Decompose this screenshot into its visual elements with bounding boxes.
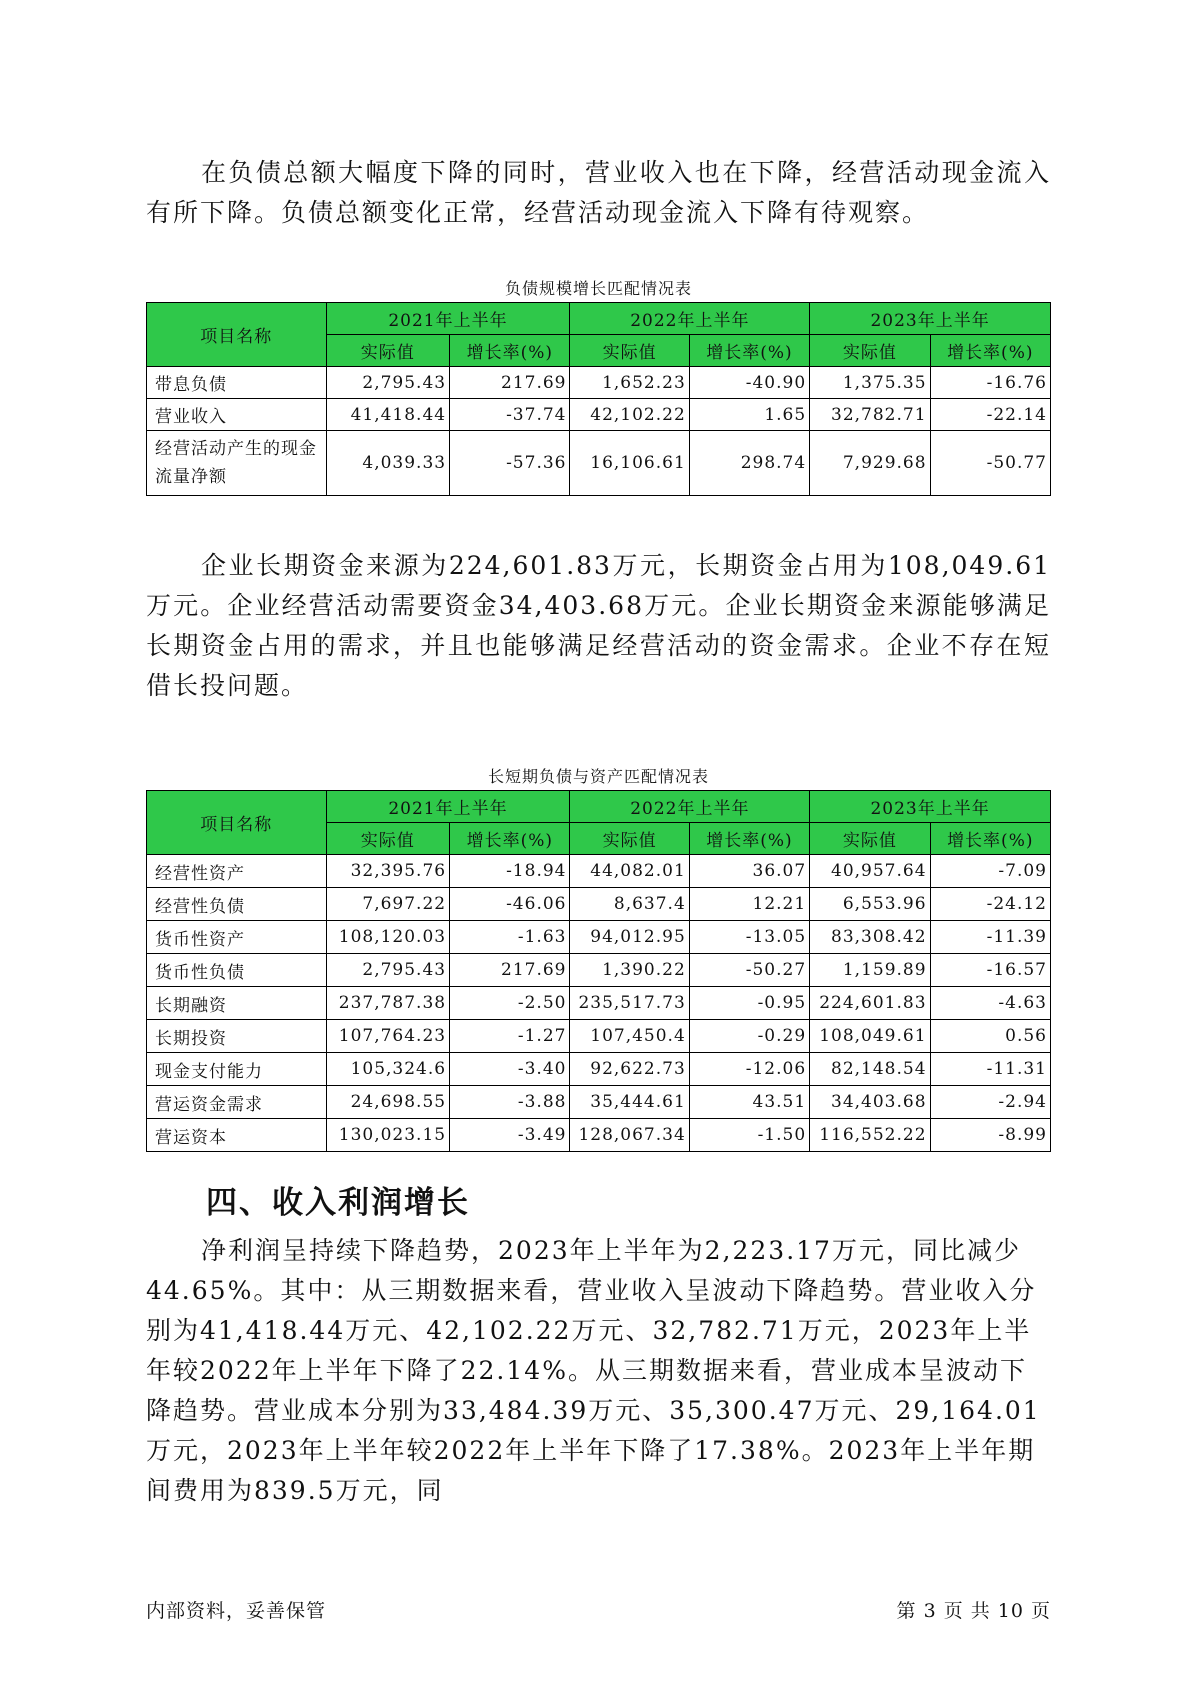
cell: 83,308.42 bbox=[810, 921, 930, 954]
cell: 128,067.34 bbox=[570, 1119, 689, 1152]
table-row bbox=[147, 855, 1051, 888]
row-name: 货币性负债 bbox=[147, 954, 327, 987]
table-row bbox=[147, 1053, 1051, 1086]
header-growth: 增长率(%) bbox=[689, 335, 809, 367]
header-period-2022: 2022年上半年 bbox=[570, 791, 810, 823]
cell: -46.06 bbox=[450, 888, 570, 921]
table1-caption: 负债规模增长匹配情况表 bbox=[504, 279, 692, 298]
cell: 0.56 bbox=[930, 1020, 1050, 1053]
cell: 107,450.4 bbox=[570, 1020, 689, 1053]
cell: 6,553.96 bbox=[810, 888, 930, 921]
row-name: 经营性负债 bbox=[147, 888, 327, 921]
cell: 235,517.73 bbox=[570, 987, 689, 1020]
table-row bbox=[147, 1086, 1051, 1119]
section-heading: 四、收入利润增长 bbox=[206, 1185, 470, 1221]
header-actual: 实际值 bbox=[810, 335, 930, 367]
cell: -3.88 bbox=[450, 1086, 570, 1119]
header-actual: 实际值 bbox=[810, 823, 930, 855]
row-name: 经营活动产生的现金流量净额 bbox=[147, 431, 327, 496]
table-header-row bbox=[147, 303, 1051, 335]
header-actual: 实际值 bbox=[326, 823, 450, 855]
table-row bbox=[147, 367, 1051, 399]
cell: 130,023.15 bbox=[326, 1119, 450, 1152]
header-actual: 实际值 bbox=[570, 823, 689, 855]
cell: 8,637.4 bbox=[570, 888, 689, 921]
header-period-2022: 2022年上半年 bbox=[570, 303, 810, 335]
cell: 237,787.38 bbox=[326, 987, 450, 1020]
cell: 32,395.76 bbox=[326, 855, 450, 888]
cell: 44,082.01 bbox=[570, 855, 689, 888]
cell: -8.99 bbox=[930, 1119, 1050, 1152]
cell: -11.31 bbox=[930, 1053, 1050, 1086]
cell: 92,622.73 bbox=[570, 1053, 689, 1086]
cell: 35,444.61 bbox=[570, 1086, 689, 1119]
table-row bbox=[147, 1119, 1051, 1152]
table-row bbox=[147, 987, 1051, 1020]
cell: 2,795.43 bbox=[326, 954, 450, 987]
footer-page-number: 第 3 页 共 10 页 bbox=[896, 1600, 1051, 1622]
paragraph-long-term-funds: 企业长期资金来源为224,601.83万元，长期资金占用为108,049.61万元。企业经营活动需要资金34,403.68万元。企业长期资金来源能够满足长期资金占用的需求，并且也能够满足经营活动的资金需求。企业不存在短借长投问题。 bbox=[146, 551, 1051, 700]
header-item: 项目名称 bbox=[147, 303, 327, 367]
cell: -18.94 bbox=[450, 855, 570, 888]
row-name: 营运资金需求 bbox=[147, 1086, 327, 1119]
cell: 108,049.61 bbox=[810, 1020, 930, 1053]
cell: 41,418.44 bbox=[326, 399, 450, 431]
cell: -16.76 bbox=[930, 367, 1050, 399]
table-header-row bbox=[147, 791, 1051, 823]
cell: -12.06 bbox=[689, 1053, 809, 1086]
paragraph-profit-growth: 净利润呈持续下降趋势，2023年上半年为2,223.17万元，同比减少44.65%。其中：从三期数据来看，营业收入呈波动下降趋势。营业收入分别为41,418.44万元、42,102.22万元、32,782.71万元，2023年上半年较2022年上半年下降了22.14%。从三期数据来看，营业成本呈波动下降趋势。营业成本分别为33,484.39万元、35,300.47万元、29,164.01万元，2023年上半年较2022年上半年下降了17.38%。2023年上半年期间费用为839.5万元，同 bbox=[146, 1236, 1041, 1505]
cell: -4.63 bbox=[930, 987, 1050, 1020]
header-actual: 实际值 bbox=[570, 335, 689, 367]
header-growth: 增长率(%) bbox=[689, 823, 809, 855]
cell: -37.74 bbox=[450, 399, 570, 431]
footer-confidential-note: 内部资料，妥善保管 bbox=[146, 1600, 327, 1622]
cell: -24.12 bbox=[930, 888, 1050, 921]
cell: -13.05 bbox=[689, 921, 809, 954]
cell: 2,795.43 bbox=[326, 367, 450, 399]
cell: 12.21 bbox=[689, 888, 809, 921]
cell: -1.27 bbox=[450, 1020, 570, 1053]
row-name: 长期投资 bbox=[147, 1020, 327, 1053]
cell: -0.29 bbox=[689, 1020, 809, 1053]
row-name: 经营性资产 bbox=[147, 855, 327, 888]
cell: -3.40 bbox=[450, 1053, 570, 1086]
cell: 217.69 bbox=[450, 954, 570, 987]
cell: -1.63 bbox=[450, 921, 570, 954]
cell: 217.69 bbox=[450, 367, 570, 399]
row-name: 带息负债 bbox=[147, 367, 327, 399]
table-row bbox=[147, 399, 1051, 431]
header-period-2023: 2023年上半年 bbox=[810, 791, 1051, 823]
table-row bbox=[147, 431, 1051, 496]
cell: 82,148.54 bbox=[810, 1053, 930, 1086]
header-growth: 增长率(%) bbox=[450, 335, 570, 367]
row-name: 营运资本 bbox=[147, 1119, 327, 1152]
cell: -11.39 bbox=[930, 921, 1050, 954]
header-period-2021: 2021年上半年 bbox=[326, 791, 570, 823]
cell: 116,552.22 bbox=[810, 1119, 930, 1152]
cell: 36.07 bbox=[689, 855, 809, 888]
cell: 105,324.6 bbox=[326, 1053, 450, 1086]
liability-growth-table bbox=[146, 302, 1051, 496]
cell: 24,698.55 bbox=[326, 1086, 450, 1119]
cell: 107,764.23 bbox=[326, 1020, 450, 1053]
table2-caption: 长短期负债与资产匹配情况表 bbox=[487, 767, 709, 786]
cell: 4,039.33 bbox=[326, 431, 450, 496]
table-row bbox=[147, 954, 1051, 987]
header-item: 项目名称 bbox=[147, 791, 327, 855]
cell: 224,601.83 bbox=[810, 987, 930, 1020]
header-actual: 实际值 bbox=[326, 335, 450, 367]
cell: 1,652.23 bbox=[570, 367, 689, 399]
table-row bbox=[147, 888, 1051, 921]
table-row bbox=[147, 1020, 1051, 1053]
cell: 108,120.03 bbox=[326, 921, 450, 954]
header-period-2021: 2021年上半年 bbox=[326, 303, 570, 335]
cell: -7.09 bbox=[930, 855, 1050, 888]
cell: 1,390.22 bbox=[570, 954, 689, 987]
cell: 1,375.35 bbox=[810, 367, 930, 399]
cell: -0.95 bbox=[689, 987, 809, 1020]
cell: -40.90 bbox=[689, 367, 809, 399]
row-name: 营业收入 bbox=[147, 399, 327, 431]
row-name: 现金支付能力 bbox=[147, 1053, 327, 1086]
cell: 94,012.95 bbox=[570, 921, 689, 954]
cell: -22.14 bbox=[930, 399, 1050, 431]
cell: -57.36 bbox=[450, 431, 570, 496]
cell: 32,782.71 bbox=[810, 399, 930, 431]
cell: 16,106.61 bbox=[570, 431, 689, 496]
cell: 34,403.68 bbox=[810, 1086, 930, 1119]
row-name: 货币性资产 bbox=[147, 921, 327, 954]
cell: 42,102.22 bbox=[570, 399, 689, 431]
cell: 1.65 bbox=[689, 399, 809, 431]
header-growth: 增长率(%) bbox=[930, 823, 1050, 855]
cell: 40,957.64 bbox=[810, 855, 930, 888]
cell: -50.27 bbox=[689, 954, 809, 987]
cell: -2.50 bbox=[450, 987, 570, 1020]
cell: -2.94 bbox=[930, 1086, 1050, 1119]
paragraph-liability-income: 在负债总额大幅度下降的同时，营业收入也在下降，经营活动现金流入有所下降。负债总额变化正常，经营活动现金流入下降有待观察。 bbox=[146, 158, 1051, 227]
cell: -50.77 bbox=[930, 431, 1050, 496]
cell: 7,697.22 bbox=[326, 888, 450, 921]
cell: -1.50 bbox=[689, 1119, 809, 1152]
asset-liability-match-table bbox=[146, 790, 1051, 1152]
cell: -3.49 bbox=[450, 1119, 570, 1152]
header-period-2023: 2023年上半年 bbox=[810, 303, 1051, 335]
header-growth: 增长率(%) bbox=[930, 335, 1050, 367]
cell: 43.51 bbox=[689, 1086, 809, 1119]
cell: 7,929.68 bbox=[810, 431, 930, 496]
cell: -16.57 bbox=[930, 954, 1050, 987]
header-growth: 增长率(%) bbox=[450, 823, 570, 855]
cell: 1,159.89 bbox=[810, 954, 930, 987]
cell: 298.74 bbox=[689, 431, 809, 496]
table-row bbox=[147, 921, 1051, 954]
row-name: 长期融资 bbox=[147, 987, 327, 1020]
